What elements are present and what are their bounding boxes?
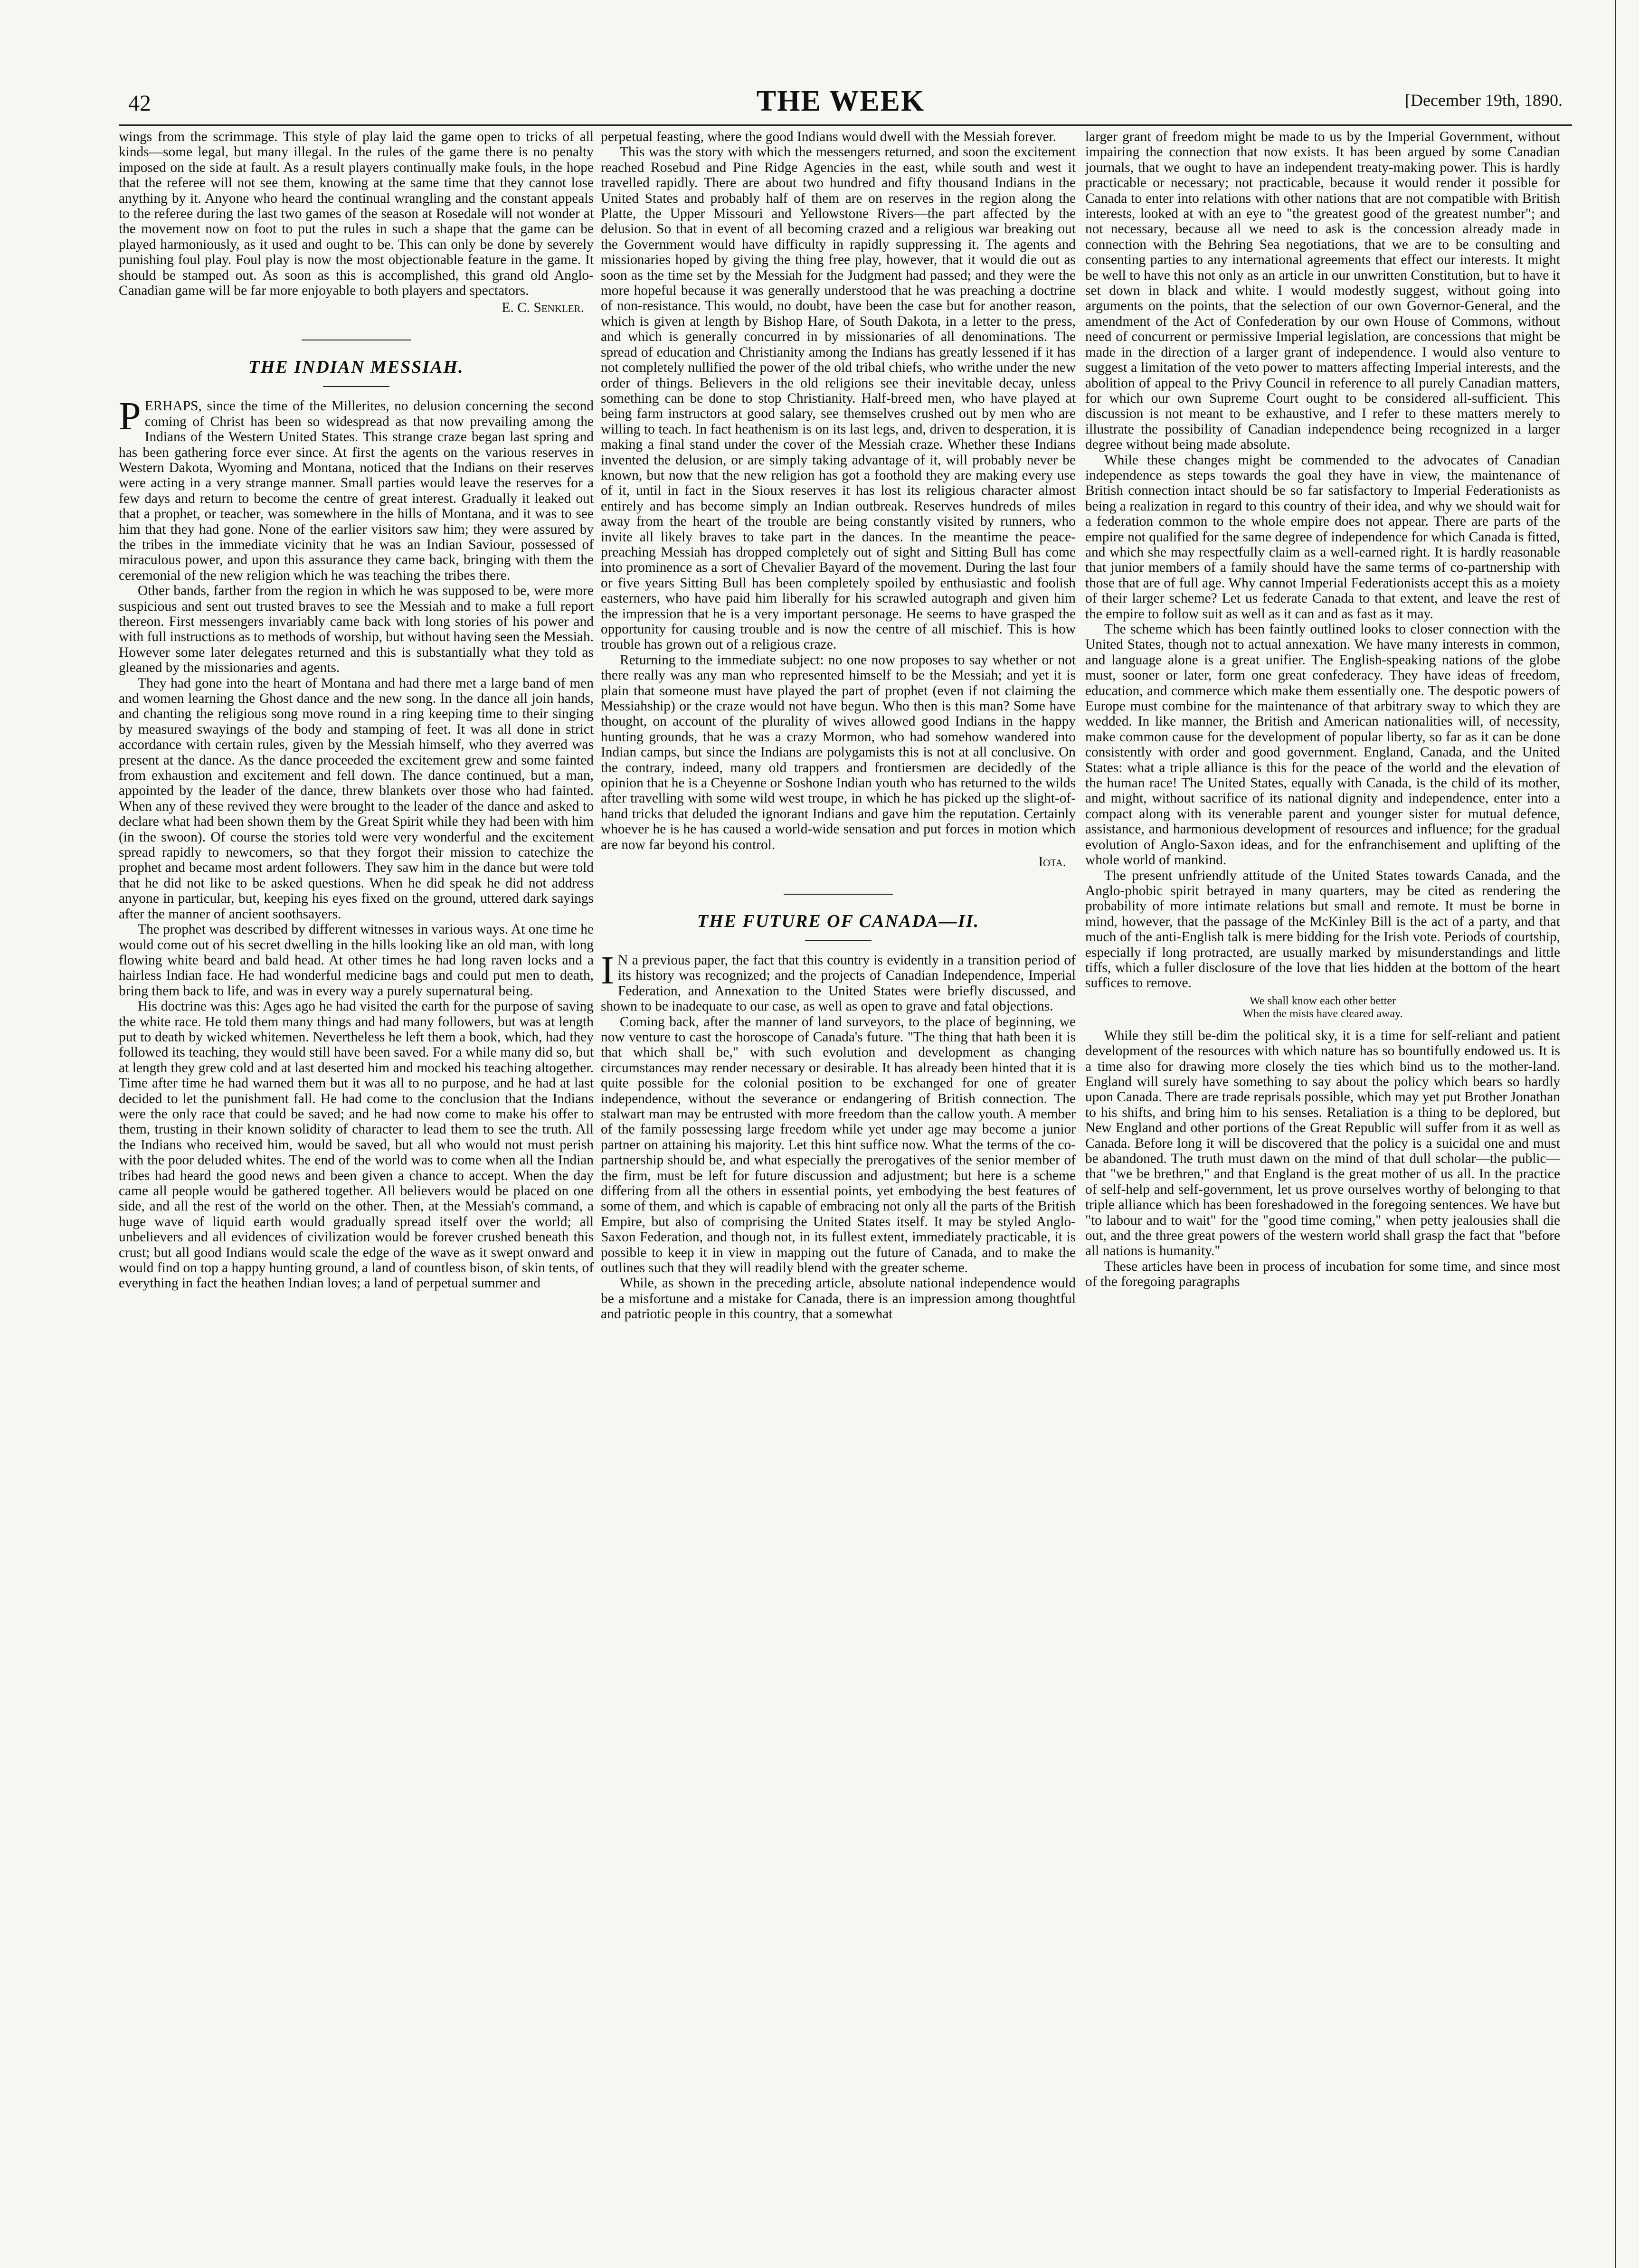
article-title-future-of-canada: THE FUTURE OF CANADA—II. xyxy=(697,911,980,931)
article-separator xyxy=(784,894,893,895)
indian-messiah-paragraph-5: His doctrine was this: Ages ago he had visited the earth for the purpose of saving the white race. He told them many things and had many followers, but was at length put to death by wicked whitemen. Nevertheless he left them a book, which, had they followed its teaching, they would still have been saved. For a while many did so, but at length they grew cold and at last deserted him and mocked his teaching altogether. Time after time he had warned them but it was all to no purpose, and he had at last decided to let the punishment fall. He had come to the conclusion that the Indians were the only race that could be saved; and he had now come to make his offer to them, trusting in their known solidity of character to lead them to see the truth. All the Indians who received him, would be saved, but all who would not must perish with the poor deluded whites. The end of the world was to come when all the Indian tribes had heard the good news and been given a chance to accept. When the day came all people would be gathered together. All believers would be placed on one side, and all the rest of the world on the other. Then, at the Messiah's command, a huge wave of liquid earth would gradually spread itself over the world; all unbelievers and all evidences of civilization would be forever crushed beneath this crust; but all good Indians would scale the edge of the wave as it swept onward and would find on top a happy hunting ground, a land of countless bison, of skin tents, of everything in fact the heathen Indian loves; a land of perpetual summer and xyxy=(119,999,594,1291)
issue-date: [December 19th, 1890. xyxy=(1405,91,1563,110)
header-rule xyxy=(119,124,1572,126)
verse-quote xyxy=(1085,995,1560,1021)
column-1 xyxy=(119,129,594,1291)
future-canada-paragraph-3: While, as shown in the preceding article, absolute national independence would be a misfortune and a mistake for Canada, there is an impression among thoughtful and patriotic people in this country, that a somewhat xyxy=(601,1276,1076,1322)
verse-line-2: When the mists have cleared away. xyxy=(1242,1007,1403,1020)
future-canada-paragraph-4: larger grant of freedom might be made to us by the Imperial Government, without impairing the connection that now exists. It has been argued by some Canadian journals, that we ought to have an independent treaty-making power. This is hardly practicable or necessary; not practicable, because it would render it possible for Canada to enter into relations with other nations that are not compatible with British interests, looked at with an eye to "the greatest good of the greatest number"; and not necessary, because all we need to ask is the concession already made in connection with the Behring Sea negotiations, that we are to be consulting and consenting parties to any international agreements that effect our interests. It might be well to have this not only as an article in our unwritten Constitution, but to have it set down in black and white. I would modestly suggest, without going into arguments on the points, that the selection of our own Governor-General, and the amendment of the Act of Confederation by our own House of Commons, without need of concurrent or permissive Imperial legislation, are concessions that might be made in the direction of a larger grant of independence. I would also venture to suggest a limitation of the veto power to matters affecting Imperial interests, and the abolition of appeal to the Privy Council in reference to all purely Canadian matters, for which our own Supreme Court ought to be considered all-sufficient. This discussion is not meant to be exhaustive, and I refer to these matters merely to illustrate the possibility of Canadian independence being recognized in a larger degree without being made absolute. xyxy=(1085,129,1560,453)
drop-cap: I xyxy=(601,948,614,992)
signature-iota: Iota. xyxy=(1038,854,1066,870)
drop-cap: P xyxy=(119,394,141,439)
title-underline xyxy=(805,940,872,941)
football-article-end: wings from the scrimmage. This style of play laid the game open to tricks of all kinds—some legal, but many illegal. In the rules of the game there is no penalty imposed on the side at fault. As a result players continually make fouls, in the hope that the referee will not see them, knowing at the same time that they cannot lose anything by it. Anyone who heard the continual wrangling and the constant appeals to the referee during the last two games of the season at Rosedale will not wonder at the movement now on foot to put the rules in such a shape that the game can be played harmoniously, as it used and ought to be. This can only be done by severely punishing foul play. Foul play is now the most objectionable feature in the game. It should be stamped out. As soon as this is accomplished, this grand old Anglo-Canadian game will be far more enjoyable to both players and spectators. xyxy=(119,129,594,299)
page-number: 42 xyxy=(128,91,151,116)
future-canada-paragraph-9: These articles have been in process of incubation for some time, and since most of the foregoing paragraphs xyxy=(1085,1258,1560,1290)
indian-messiah-paragraph-4: The prophet was described by different witnesses in various ways. At one time he would come out of his secret dwelling in the hills looking like an old man, with long flowing white beard and bald head. At other times he had long raven locks and a hairless Indian face. He had wonderful medicine bags and could put men to death, bring them back to life, and was in every way a purely supernatural being. xyxy=(119,922,594,999)
column-2 xyxy=(601,129,1076,1322)
page-edge-rule xyxy=(1615,0,1616,2268)
signature-senkler: E. C. Senkler. xyxy=(502,300,584,316)
lead-word: N xyxy=(617,952,628,968)
paragraph-text: since the time of the Millerites, no delusion concerning the second coming of Christ has been so widespread as that now prevailing among the Indians of the Western United States. This strange craze began last spring and has been gathering force ever since. At first the agents on the various reserves in Western Dakota, Wyoming and Montana, noticed that the Indians on their reserves were acting in a very strange manner. Small parties would leave the reserves for a few days and return to become the centre of great interest. Gradually it leaked out that a prophet, or teacher, was somewhere in the hills of Montana, and it was to see him that they had gone. None of the earlier visitors saw him; they were assured by the tribes in the immediate vicinity that he was an Indian Saviour, possessed of miraculous power, and upon this assurance they came back, bringing with them the ceremonial of the new religion which he was teaching the tribes there. xyxy=(119,398,594,583)
indian-messiah-paragraph-8: Returning to the immediate subject: no one now proposes to say whether or not there really was any man who represented himself to be the Messiah; and yet it is plain that someone must have played the part of prophet (even if not claiming the Messiahship) or the craze would not have begun. Who then is this man? Some have thought, on account of the plurality of wives allowed good Indians in the happy hunting grounds, that he was a crazy Mormon, who had somehow wandered into Indian camps, but since the Indians are polygamists this is not at all conclusive. On the contrary, indeed, many old trappers and frontiersmen are decidedly of the opinion that he is a Cheyenne or Soshone Indian youth who has returned to the wilds after travelling with some wild west troupe, in which he has picked up the slight-of-hand tricks that deluded the ignorant Indians and gave him the reputation. Certainly whoever he is he has caused a world-wide sensation and put forces in motion which are now far beyond his control. xyxy=(601,652,1076,852)
indian-messiah-paragraph-2: Other bands, farther from the region in which he was supposed to be, were more suspicious and sent out trusted braves to see the Messiah and to make a full report thereon. First messengers invariably came back with long stories of his power and with full instructions as to methods of worship, but without having seen the Messiah. However some later delegates returned and this is substantially what they told as gleaned by the missionaries and agents. xyxy=(119,583,594,676)
article-title-indian-messiah: THE INDIAN MESSIAH. xyxy=(248,357,464,377)
masthead: THE WEEK xyxy=(756,85,925,117)
indian-messiah-paragraph-7: This was the story with which the messengers returned, and soon the excitement reached Rosebud and Pine Ridge Agencies in the east, while south and west it travelled rapidly. There are about two hundred and fifty thousand Indians in the United States and probably half of them are on reserves in the region along the Platte, the Upper Missouri and Yellowstone Rivers—the part affected by the delusion. So that in event of all becoming crazed and a religious war breaking out the Government would have difficulty in rapidly suppressing it. The agents and missionaries hoped by giving the thing free play, however, that it would die out as soon as the time set by the Messiah for the Judgment had passed; and they were the more hopeful because it was generally understood that he was preaching a doctrine of non-resistance. This would, no doubt, have been the case but for another reason, which is given at length by Bishop Hare, of South Dakota, in a letter to the press, and which is generally concurred in by missionaries of all denominations. The spread of education and Christianity among the Indians has greatly lessened if it has not completely nullified the power of the old tribal chiefs, who writhe under the new order of things. Believers in the old religions see their inevitable decay, unless something can be done to stop Christianity. Half-breed men, who have played at being farm instructors at good salary, see themselves crushed out by men who are willing to teach. In fact heathenism is on its last legs, and, driven to desperation, it is making a final stand under the cover of the Messiah craze. Whether these Indians invented the delusion, or are simply taking advantage of it, will probably never be known, but now that the new religion has got a foothold they are making every use of it, until in fact in the Sioux reserves it has lost its religious character almost entirely and has become simply an Indian outbreak. Reserves hundreds of miles away from the heart of the trouble are being constantly visited by runners, who invite all likely braves to take part in the dances. In the meantime the peace-preaching Messiah has dropped completely out of sight and Sitting Bull has come into prominence as a sort of Chevalier Bayard of the movement. During the last four or five years Sitting Bull has been completely spoiled by enthusiastic and foolish easterners, who have paid him liberally for his scrawled autograph and given him the impression that he is a very important personage. He seems to have grasped the opportunity for causing trouble and is now the centre of all mischief. This is how trouble has grown out of a religious craze. xyxy=(601,144,1076,652)
lead-word: ERHAPS, xyxy=(144,398,202,414)
verse-line-1: We shall know each other better xyxy=(1250,994,1396,1007)
indian-messiah-paragraph-6: perpetual feasting, where the good Indians would dwell with the Messiah forever. xyxy=(601,129,1057,144)
future-canada-paragraph-8: While they still be-dim the political sky, it is a time for self-reliant and patient development of the resources with which nature has so bountifully endowed us. It is a time also for drawing more closely the ties which bind us to the mother-land. England will surely have something to say about the policy which bears so hardly upon Canada. There are trade reprisals possible, which may yet put Brother Jonathan to his shifts, and bring him to his senses. Retaliation is a thing to be deplored, but New England and other portions of the Great Republic will suffer from it as well as Canada. Before long it will be discovered that the policy is a suicidal one and must be abandoned. The truth must dawn on the mind of that dull scholar—the public—that "we be brethren," and that England is the great mother of us all. In the practice of self-help and self-government, let us prove ourselves worthy of belonging to that triple alliance which has been foreshadowed in the foregoing sentences. We have but "to labour and to wait" for the "good time coming," when petty jealousies shall die out, and the three great powers of the western world shall grasp the fact that "before all nations is humanity." xyxy=(1085,1028,1560,1259)
future-canada-paragraph-6: The scheme which has been faintly outlined looks to closer connection with the United States, though not to actual annexation. We have many interests in common, and language alone is a great unifier. The English-speaking nations of the globe must, sooner or later, form one great confederacy. They have ideas of freedom, education, and commerce which make them essentially one. The despotic powers of Europe must combine for the maintenance of that arbitrary sway to which they are wedded. In like manner, the British and American nationalities will, of necessity, make common cause for the development of popular liberty, so far as it can be done consistently with order and good government. England, Canada, and the United States: what a triple alliance is this for the peace of the world and the elevation of the human race! The United States, equally with Canada, is the child of its mother, and might, without sacrifice of its national dignity and independence, enter into a compact along with its venerable parent and younger sister for mutual defence, assistance, and harmonious development of resources and influence; for the gradual evolution of Anglo-Saxon ideas, and for the enfranchisement and uplifting of the whole world of mankind. xyxy=(1085,622,1560,868)
paragraph-text: a previous paper, the fact that this country is evidently in a transition period of its history was recognized; and the projects of Canadian Independence, Imperial Federation, and Annexation to the United States were briefly discussed, and shown to be inadequate to our case, as well as open to grave and fatal objections. xyxy=(601,952,1076,1014)
indian-messiah-paragraph-1 xyxy=(119,394,594,583)
column-3 xyxy=(1085,129,1560,1290)
future-canada-paragraph-7: The present unfriendly attitude of the United States towards Canada, and the Anglo-phobic spirit betrayed in many quarters, may be cited as rendering the probability of more intimate relations but small and remote. It must be borne in mind, however, that the passage of the McKinley Bill is the act of a party, and that much of the anti-English talk is mere bidding for the Irish vote. Periods of courtship, especially if long protracted, are usually marked by misunderstandings and little tiffs, which a fuller disclosure of the love that lies hidden at the bottom of the heart suffices to remove. xyxy=(1085,868,1560,991)
page-header xyxy=(119,81,1563,123)
future-canada-paragraph-5: While these changes might be commended to the advocates of Canadian independence as steps towards the goal they have in view, the maintenance of British connection intact should be so far satisfactory to Imperial Federationists as being a realization in regard to this country of their idea, and why we should wait for a federation common to the whole empire does not appear. There are parts of the empire not qualified for the same degree of independence for which Canada is fitted, and which she may respectfully claim as a well-earned right. It is hardly reasonable that junior members of a family should have the same terms of co-partnership with those that are of full age. Why cannot Imperial Federationists accept this as a moiety of their larger scheme? Let us federate Canada to that extent, and leave the rest of the empire to follow suit as well as it can and as fast as it may. xyxy=(1085,452,1560,622)
future-canada-paragraph-2: Coming back, after the manner of land surveyors, to the place of beginning, we now venture to cast the horoscope of Canada's future. "The thing that hath been it is that which shall be," with such evolution and development as changing circumstances may render necessary or desirable. It has already been hinted that it is quite possible for the colonial position to be exchanged for one of greater independence, without the severance or endangering of British connection. The stalwart man may be entrusted with more freedom than the callow youth. A member of the family possessing large freedom while yet under age may become a junior partner on attaining his majority. Let this hint suffice now. What the terms of the co-partnership should be, and what especially the prerogatives of the senior member of the firm, must be left for future discussion and adjustment; but here is a scheme differing from all the others in essential points, yet embodying the best features of some of them, and which is capable of embracing not only all the parts of the British Empire, but also of comprising the United States itself. It may be styled Anglo-Saxon Federation, and though not, in its fullest extent, immediately practicable, it is possible to keep it in view in mapping out the future of Canada, and to make the outlines such that they will readily blend with the greater scheme. xyxy=(601,1014,1076,1276)
indian-messiah-paragraph-3: They had gone into the heart of Montana and had there met a large band of men and women learning the Ghost dance and the new song. In the dance all join hands, and chanting the religious song move round in a ring keeping time to their singing by measured swayings of the body and stamping of feet. It was all done in strict accordance with certain rules, given by the Messiah himself, who they averred was present at the dance. As the dance proceeded the excitement grew and some fainted from exhaustion and excitement and fell down. The dance continued, but a man, appointed by the leader of the dance, threw blankets over those who had fainted. When any of these revived they were brought to the leader of the dance and asked to declare what had been shown them by the Great Spirit while they had been with him (in the swoon). Of course the stories told were very wonderful and the excitement spread rapidly to newcomers, so that they forgot their mission to catechize the prophet and became most ardent followers. They saw him in the dance but were told that he did not like to be asked questions. When he did speak he did not address anyone in particular, but, keeping his eyes fixed on the ground, uttered dark sayings after the manner of ancient soothsayers. xyxy=(119,675,594,922)
title-underline xyxy=(323,386,389,387)
future-canada-paragraph-1 xyxy=(601,948,1076,1014)
